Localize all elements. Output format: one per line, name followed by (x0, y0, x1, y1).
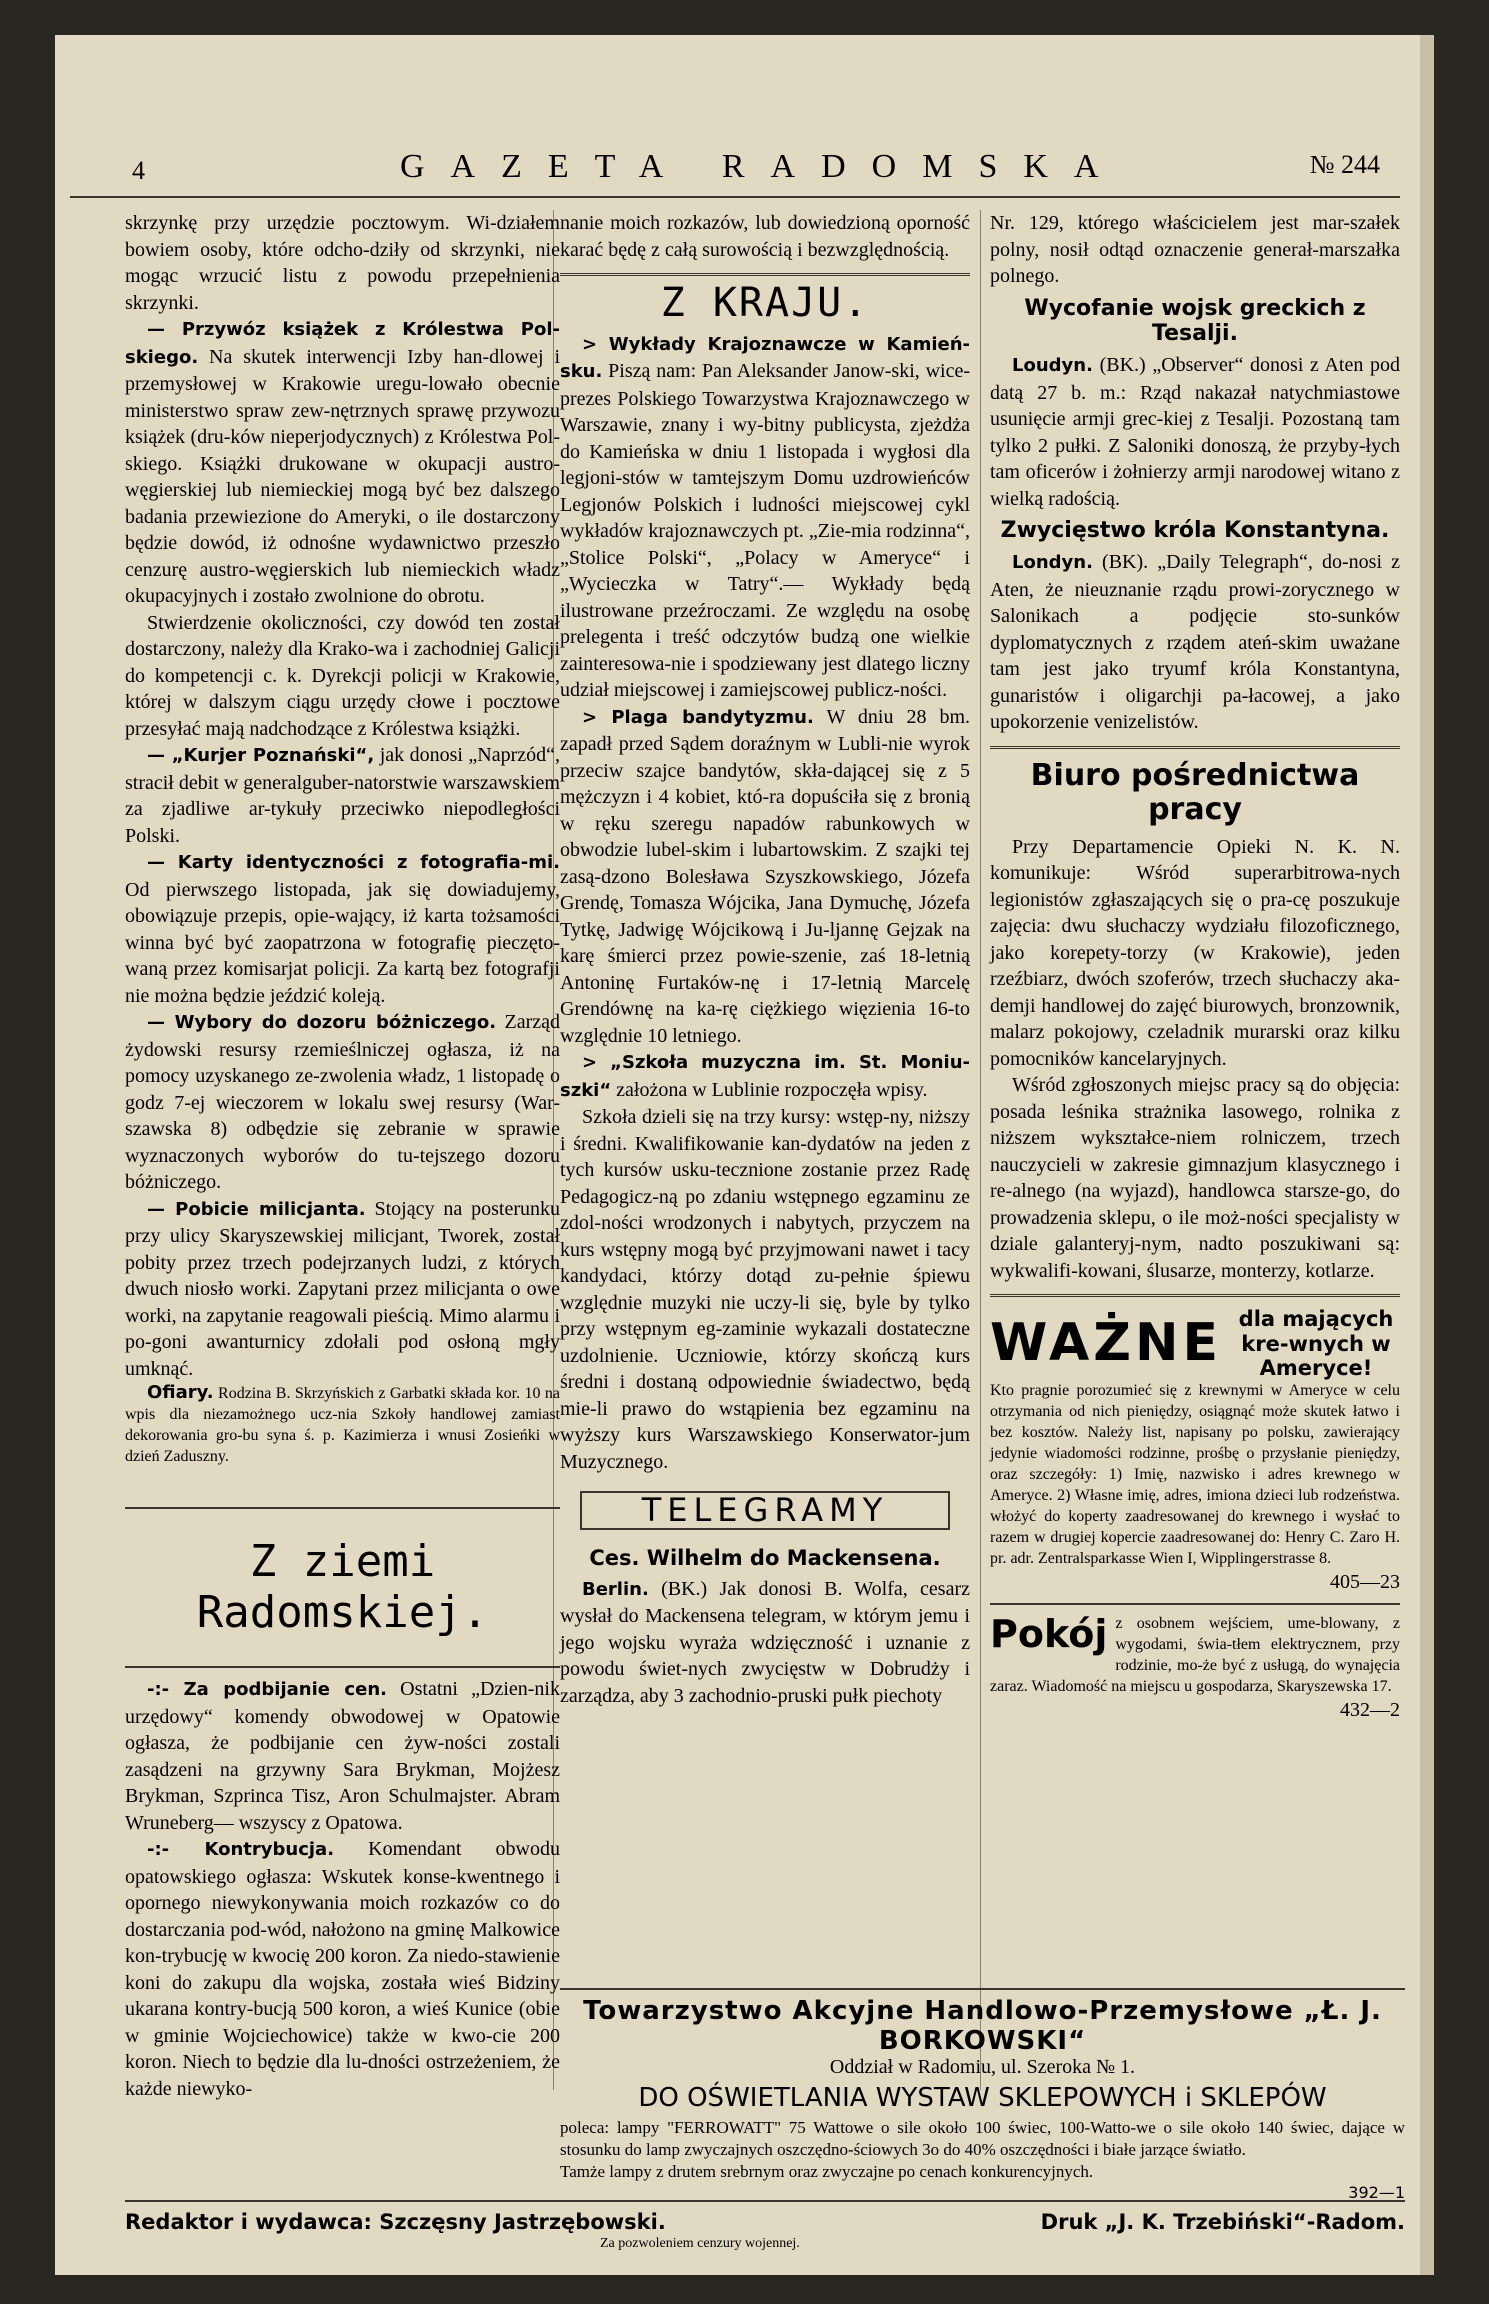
article-paragraph (125, 1676, 560, 1836)
ad-heading: Biuro pośrednictwa pracy (1030, 757, 1360, 828)
ad-header (990, 1307, 1400, 1379)
company-text: Tamże lampy z drutem srebrnym oraz zwyczajne po cenach konkurencyjnych. (560, 2162, 1094, 2181)
article-paragraph (125, 1836, 560, 2102)
telegrams-title: TELEGRAMY (580, 1491, 950, 1530)
article-paragraph (990, 352, 1400, 512)
section-rule (990, 1294, 1400, 1297)
page-number: 4 (132, 156, 145, 185)
article-lead: > Wykłady Krajoznawcze w Kamień-sku. (560, 333, 970, 382)
company-headline: DO OŚWIETLANIA WYSTAW SKLEPOWYCH i SKLEPÓW (638, 2083, 1327, 2113)
article-lead: Loudyn. (1012, 355, 1093, 377)
article-lead: — Wybory do dozoru bóżniczego. (147, 1012, 497, 1033)
masthead (70, 128, 1400, 188)
article-text: Na skutek interwencji Izby han-dlowej i przemysłowej w Krakowie uregu-lowało obecnie ministerstwo spraw zew-nętrznych sprawę przywozu książek (dru-ków nieperjodycznych) z Królestwa Pol-skiego. Książki drukowane w okupacji austro-węgierskiej lub niemieckiej mogą być bez dalszego badania przewiezione do Ameryki, o ile dostarczony będzie dowód, iż odnośne wydawnictwo przeszło cenzurę austro-węgierskich lub niemieckich władz okupacyjnych i zostało zwolnione do obrotu. (125, 345, 561, 607)
newspaper-title: GAZETA RADOMSKA (400, 148, 1125, 185)
column-3 (990, 210, 1400, 1724)
article-lead: -:- Kontrybucja. (147, 1839, 335, 1861)
article-text: Od pierwszego listopada, jak się dowiadujemy, obowiązuje przepis, opie-wający, iż karta tożsamości winna być być zaopatrzona w fotografię pieczęto-waną przez komisarjat policji. Za kartą bez fotografji nie można będzie jeździć koleją. (125, 878, 560, 1007)
issue-number: № 244 (1309, 150, 1380, 179)
article-text: Zarząd żydowski resursy rzemieślniczej ogłasza, iż na pomocy uzyskanego ze-zwolenia władz, 1 listopadę o godz 7-ej wieczorem w lokalu swej resursy (War-szawska 8) odbędzie się zebranie w sprawie wyznaczonych wyborów do tu-tejszego dozoru bóżniczego. (125, 1011, 560, 1193)
article-paragraph (125, 742, 560, 849)
section-rule (990, 1603, 1400, 1605)
article-text: Komendant obwodu opatowskiego ogłasza: Wskutek konse-kwentnego i opornego niewykonywania moich rozkazów co do dostarczania pod-wód, nałożono na gminę Malkowice kon-trybucję w kwocię 200 koron. Za niedo-stawienie koni do zakupu dla wojska, została wieś Bidziny ukarana kontry-bucją 500 koron, a wieś Kunice (obie w gminie Wojciechowice) także w kwo-cie 200 koron. Niech to będzie dla lu-dności ostrzeżeniem, że każde niewyko- (125, 1838, 560, 2100)
company-branch: Oddział w Radomiu, ul. Szeroka № 1. (829, 2056, 1136, 2078)
article-lead: > Plaga bandytyzmu. (582, 706, 814, 728)
editor-line: Redaktor i wydawca: Szczęsny Jastrzębowski. (125, 2210, 666, 2234)
article-text: skrzynkę przy urzędzie pocztowym. Wi-działem bowiem osoby, które odcho-dziły od skrzynki, nie mogąc wrzucić listu z powodu przepełnienia skrzynki. (125, 212, 560, 314)
article-paragraph (125, 316, 560, 610)
article-text: Stojący na posterunku przy ulicy Skaryszewskiej milicjant, Tworek, został pobity przez trzech podejrzanych ludzi, z których dwuch niosło worki. Zapytani przez milicjanta o owe worki, na zapytanie reagowali pieścią. Mimo alarmu i po-goni awanturnicy zdołali pod osłoną mgły umknąć. (125, 1197, 561, 1380)
article-lead: -:- Za podbijanie cen. (147, 1679, 387, 1701)
article-text: nanie moich rozkazów, lub dowiedzioną oporność karać będę z całą surowością i bezwzględnością. (560, 212, 970, 261)
article-lead: > „Szkoła muzyczna im. St. Moniu-szki“ (560, 1052, 970, 1101)
article-lead: — Pobicie milicjanta. (147, 1198, 366, 1220)
article-lead: — „Kurjer Poznański“, (147, 745, 375, 766)
ad-text: z osobnem wejściem, ume-blowany, z wygodami, świa-tłem elektrycznem, przy rodzinie, mo-że być z usługą, do wynajęcia zaraz. Wiadomość na miejscu u gospodarza, Skaryszewska 17. (990, 1615, 1400, 1696)
ad-big-word: Pokój (990, 1612, 1108, 1657)
article-text: Nr. 129, którego właścicielem jest mar-szałek polny, nosił odtąd oznaczenie generał-marszałka polnego. (990, 212, 1400, 287)
company-name: Towarzystwo Akcyjne Handlowo-Przemysłowe „Ł. J. BORKOWSKI“ (583, 1996, 1382, 2056)
article-lead: — Karty identyczności z fotografia-mi. (147, 852, 560, 873)
censor-note: Za pozwoleniem cenzury wojennej. (600, 2236, 800, 2251)
footer (125, 2200, 1405, 2234)
article-paragraph (560, 704, 970, 1050)
article-text: Wśród zgłoszonych miejsc pracy są do objęcia: posada leśnika strażnika lasowego, rolnika z niższem wykształce-niem rolniczem, trzech nauczycieli w zakresie gimnazjum klasycznego i re-alnego (na wyjazd), handlowca starsze-go, do prowadzenia sklepu, o ile moż-ności specjalisty w dziale galanteryj-nym, nadto poszukiwani są: wykwalifi-kowani, ślusarze, monterzy, kotlarze. (990, 1074, 1400, 1282)
article-text: Rodzina B. Skrzyńskich z Garbatki składa kor. 10 na wpis dla niezamożnego ucz-nia Szkoły handlowej zamiast dekorowania gro-bu syna ś. p. Kazimierza i wnusi Zosieńki w dzień Zaduszny. (125, 1385, 561, 1465)
section-title: Z KRAJU. (660, 280, 870, 326)
masthead-rule (70, 196, 1400, 198)
ad-code: 432—2 (1340, 1699, 1400, 1722)
column-divider (980, 210, 981, 2090)
column-2 (560, 210, 970, 1709)
page-edge (1420, 35, 1434, 2275)
article-text: (BK.) „Observer“ donosi z Aten pod datą 27 b. m.: Rząd nakazał natychmiastowe usunięcie armji grec-kiej z Tesalji. Pozostaną tam tylko 2 pułki. Z Saloniki donoszą, że przyby-łych tam oficerów i żołnierzy armji narodowej witano z wielką radością. (990, 354, 1400, 510)
article-text: Przy Departamencie Opieki N. K. N. komunikuje: Wśród superarbitrowa-nych legionistów zgłaszających się o pra-cę poszukuje zajęcia: dwu słuchaczy wydziału filozoficznego, jako korepety-torzy (w Krakowie), jeden rzeźbiarz, dwóch szoferów, trzech słuchaczy aka-demji handlowej do zajęć biurowych, bronzownik, malarz pokojowy, czeladnik murarski oraz kilku pomocników kancelaryjnych. (990, 835, 1400, 1070)
article-heading: Zwycięstwo króla Konstantyna. (1000, 518, 1390, 544)
article-text: (BK.) Jak donosi B. Wolfa, cesarz wysłał do Mackensena telegram, w którym jemu i jego wojsku wyraża wdzięczność i uznanie z powodu świet-nych zwycięstw w Dobrudży i zarządza, aby 3 zachodnio-pruski pułk piechoty (560, 1577, 971, 1707)
printer-line: Druk „J. K. Trzebiński“-Radom. (1040, 2210, 1405, 2234)
company-advertisement (560, 1988, 1405, 2202)
article-text: (BK). „Daily Telegraph“, do-nosi z Aten, że nieuznanie rządu prowi-zorycznego w Salonikach a podjęcie sto-sunków dyplomatycznych z rządem ateń-skim uważane tam jest jako tryumf króla Konstantyna, gunaristów i oligarchji pa-łacowej, a jako upokorzenie venizelistów. (990, 551, 1400, 734)
article-paragraph (125, 1196, 560, 1383)
section-rule (560, 273, 970, 276)
article-text: założona w Lublinie rozpoczęła wpisy. (616, 1078, 928, 1101)
article-paragraph (990, 549, 1400, 736)
article-paragraph (560, 331, 970, 704)
column-1 (125, 210, 560, 2102)
article-lead: Ofiary. (147, 1382, 214, 1403)
article-text: Ostatni „Dzien-nik urzędowy“ komendy obwodowej w Opatowie ogłasza, że podbijanie cen żyw-ności zostali zasądzeni na grzywny Sara Brykman, Mojżesz Brykman, Szprinca Tisz, Aron Schulmajster. Abram Wruneberg— wszyscy z Opatowa. (125, 1678, 560, 1834)
ad-subtitle: dla mających kre-wnych w Ameryce! (1238, 1307, 1394, 1380)
article-text: Piszą nam: Pan Aleksander Janow-ski, wice-prezes Polskiego Towarzystwa Krajoznawczego w Warszawie, znany i wy-bitny publicysta, zjeżdża do Kamieńska w dniu 1 listopada i wygłosi dla legjoni-stów w tamtejszym Domu uzdrowieńców Legjonów Polskich i ludności miejscowej cykl wykładów krajoznawczych pt. „Zie-mia rodzinna“, „Stolice Polski“, „Polacy w Ameryce“ i „Wycieczka w Tatry“.— Wykłady będą ilustrowane przeźroczami. Ze względu na osobę prelegenta i treść odczytów budzą one wielkie zainteresowa-nie i spodziewany jest dlatego liczny udział miejscowej i zamiejscowej publicz-ności. (560, 360, 970, 701)
ad-code: 405—23 (1330, 1570, 1400, 1593)
company-text: poleca: lampy "FERROWATT" 75 Wattowe o sile około 100 świec, 100-Watto-we o sile około 140 świec, dające w stosunku do lamp zwyczajnych oszczędno-ściowych 3o do 40% oszczędności i białe jarzące światło. (560, 2118, 1405, 2159)
section-title: Z ziemi Radomskiej. (196, 1536, 489, 1638)
article-paragraph (125, 1382, 560, 1467)
ad-text: Kto pragnie porozumieć się z krewnymi w Ameryce w celu otrzymania od nich pieniędzy, osiągnąć może skutek łatwo i bez kosztów. Należy list, napisany po polsku, zawierający jedynie wiadomości rodzinne, prośbę o przysłanie pieniędzy, oraz szczegóły: 1) Imię, nazwisko i adres krewnego w Ameryce. 2) Własne imię, adres, imiona dzieci lub rodzeństwa. włożyć do koperty zaadresowanej do krewnego i wysłać to razem w drugiej kopercie zaadresowanej do: Henry C. Zaro H. pr. adr. Zentralsparkasse Wien I, Wipplingerstrasse 8. (990, 1381, 1400, 1567)
section-rule (990, 746, 1400, 749)
telegram-heading: Ces. Wilhelm do Mackensena. (589, 1545, 941, 1570)
ad-code: 392—1 (1348, 2183, 1405, 2202)
article-paragraph (125, 849, 560, 1009)
article-paragraph (560, 1576, 970, 1710)
footer-rule (125, 2200, 1405, 2202)
article-text: jak donosi „Naprzód“, stracił debit w generalguber-natorstwie warszawskiem za zjadliwe ar-tykuły przeciwko niepodległości Polski. (125, 744, 561, 847)
ad-rule (560, 1988, 1405, 1990)
article-paragraph (560, 1049, 970, 1104)
article-lead: — Przywóz książek z Królestwa Pol-skiego. (125, 319, 560, 368)
article-text: Stwierdzenie okoliczności, czy dowód ten został dostarczony, należy dla Krako-wa i zachodniej Galicji do kompetencji c. k. Dyrekcji policji w Krakowie, której w dalszym ciągu urzędy cłowe i pocztowe przesyłać mają nadchodzące z Królestwa książki. (125, 611, 560, 740)
article-heading: Wycofanie wojsk greckich z Tesalji. (1024, 295, 1366, 346)
article-paragraph (125, 1009, 560, 1196)
article-lead: Londyn. (1012, 552, 1093, 574)
article-text: Szkoła dzieli się na trzy kursy: wstęp-ny, niższy i średni. Kwalifikowanie kan-dydatów na jeden z tych kursów usku-tecznione zostanie przez Radę Pedagogicz-ną po zdaniu wstępnego egzaminu ze zdol-ności wrodzonych i nabytych, przyczem na kurs wstępny mogą być przyjmowani nawet i tacy kandydaci, którzy dotąd zu-pełnie śpiewu względnie muzyki nie uczy-li się, byle by tylko przy wstępnym eg-zaminie wykazali dostateczne uzdolnienie. Uczniowie, którzy skończą kurs średni i dostaną odpowiednie świadectwo, będą mie-li prawo do wstąpienia bez egzaminu na wyższy kurs Warszawskiego Konserwator-jum Muzycznego. (560, 1106, 970, 1473)
ad-big-word: WAŻNE (990, 1312, 1223, 1373)
section-rule (125, 1507, 560, 1509)
section-rule (125, 1666, 560, 1668)
article-lead: Berlin. (582, 1578, 649, 1600)
article-text: W dniu 28 bm. zapadł przed Sądem doraźnym w Lubli-nie wyrok przeciw szajce bandytów, skła-dającej się z 5 mężczyzn i 4 kobiet, któ-ra dopuściła się z bronią w ręku szeregu napadów rabunkowych w obwodzie lubel-skim i lubartowskim. Z szajki tej zasą-dzono Bolesława Szyszkowskiego, Józefa Grendę, Tomasza Wójcika, Jana Dymuchę, Józefa Tytkę, Jadwigę Wójcikową i Ju-ljannę Gejzak na karę śmierci przez powie-szenie, zaś 18-letnią Antoninę Furtaków-nę i 17-letnią Marcelę Grendównę na ka-rę ciężkiego więzienia 16-to względnie 10 letniego. (560, 705, 971, 1047)
